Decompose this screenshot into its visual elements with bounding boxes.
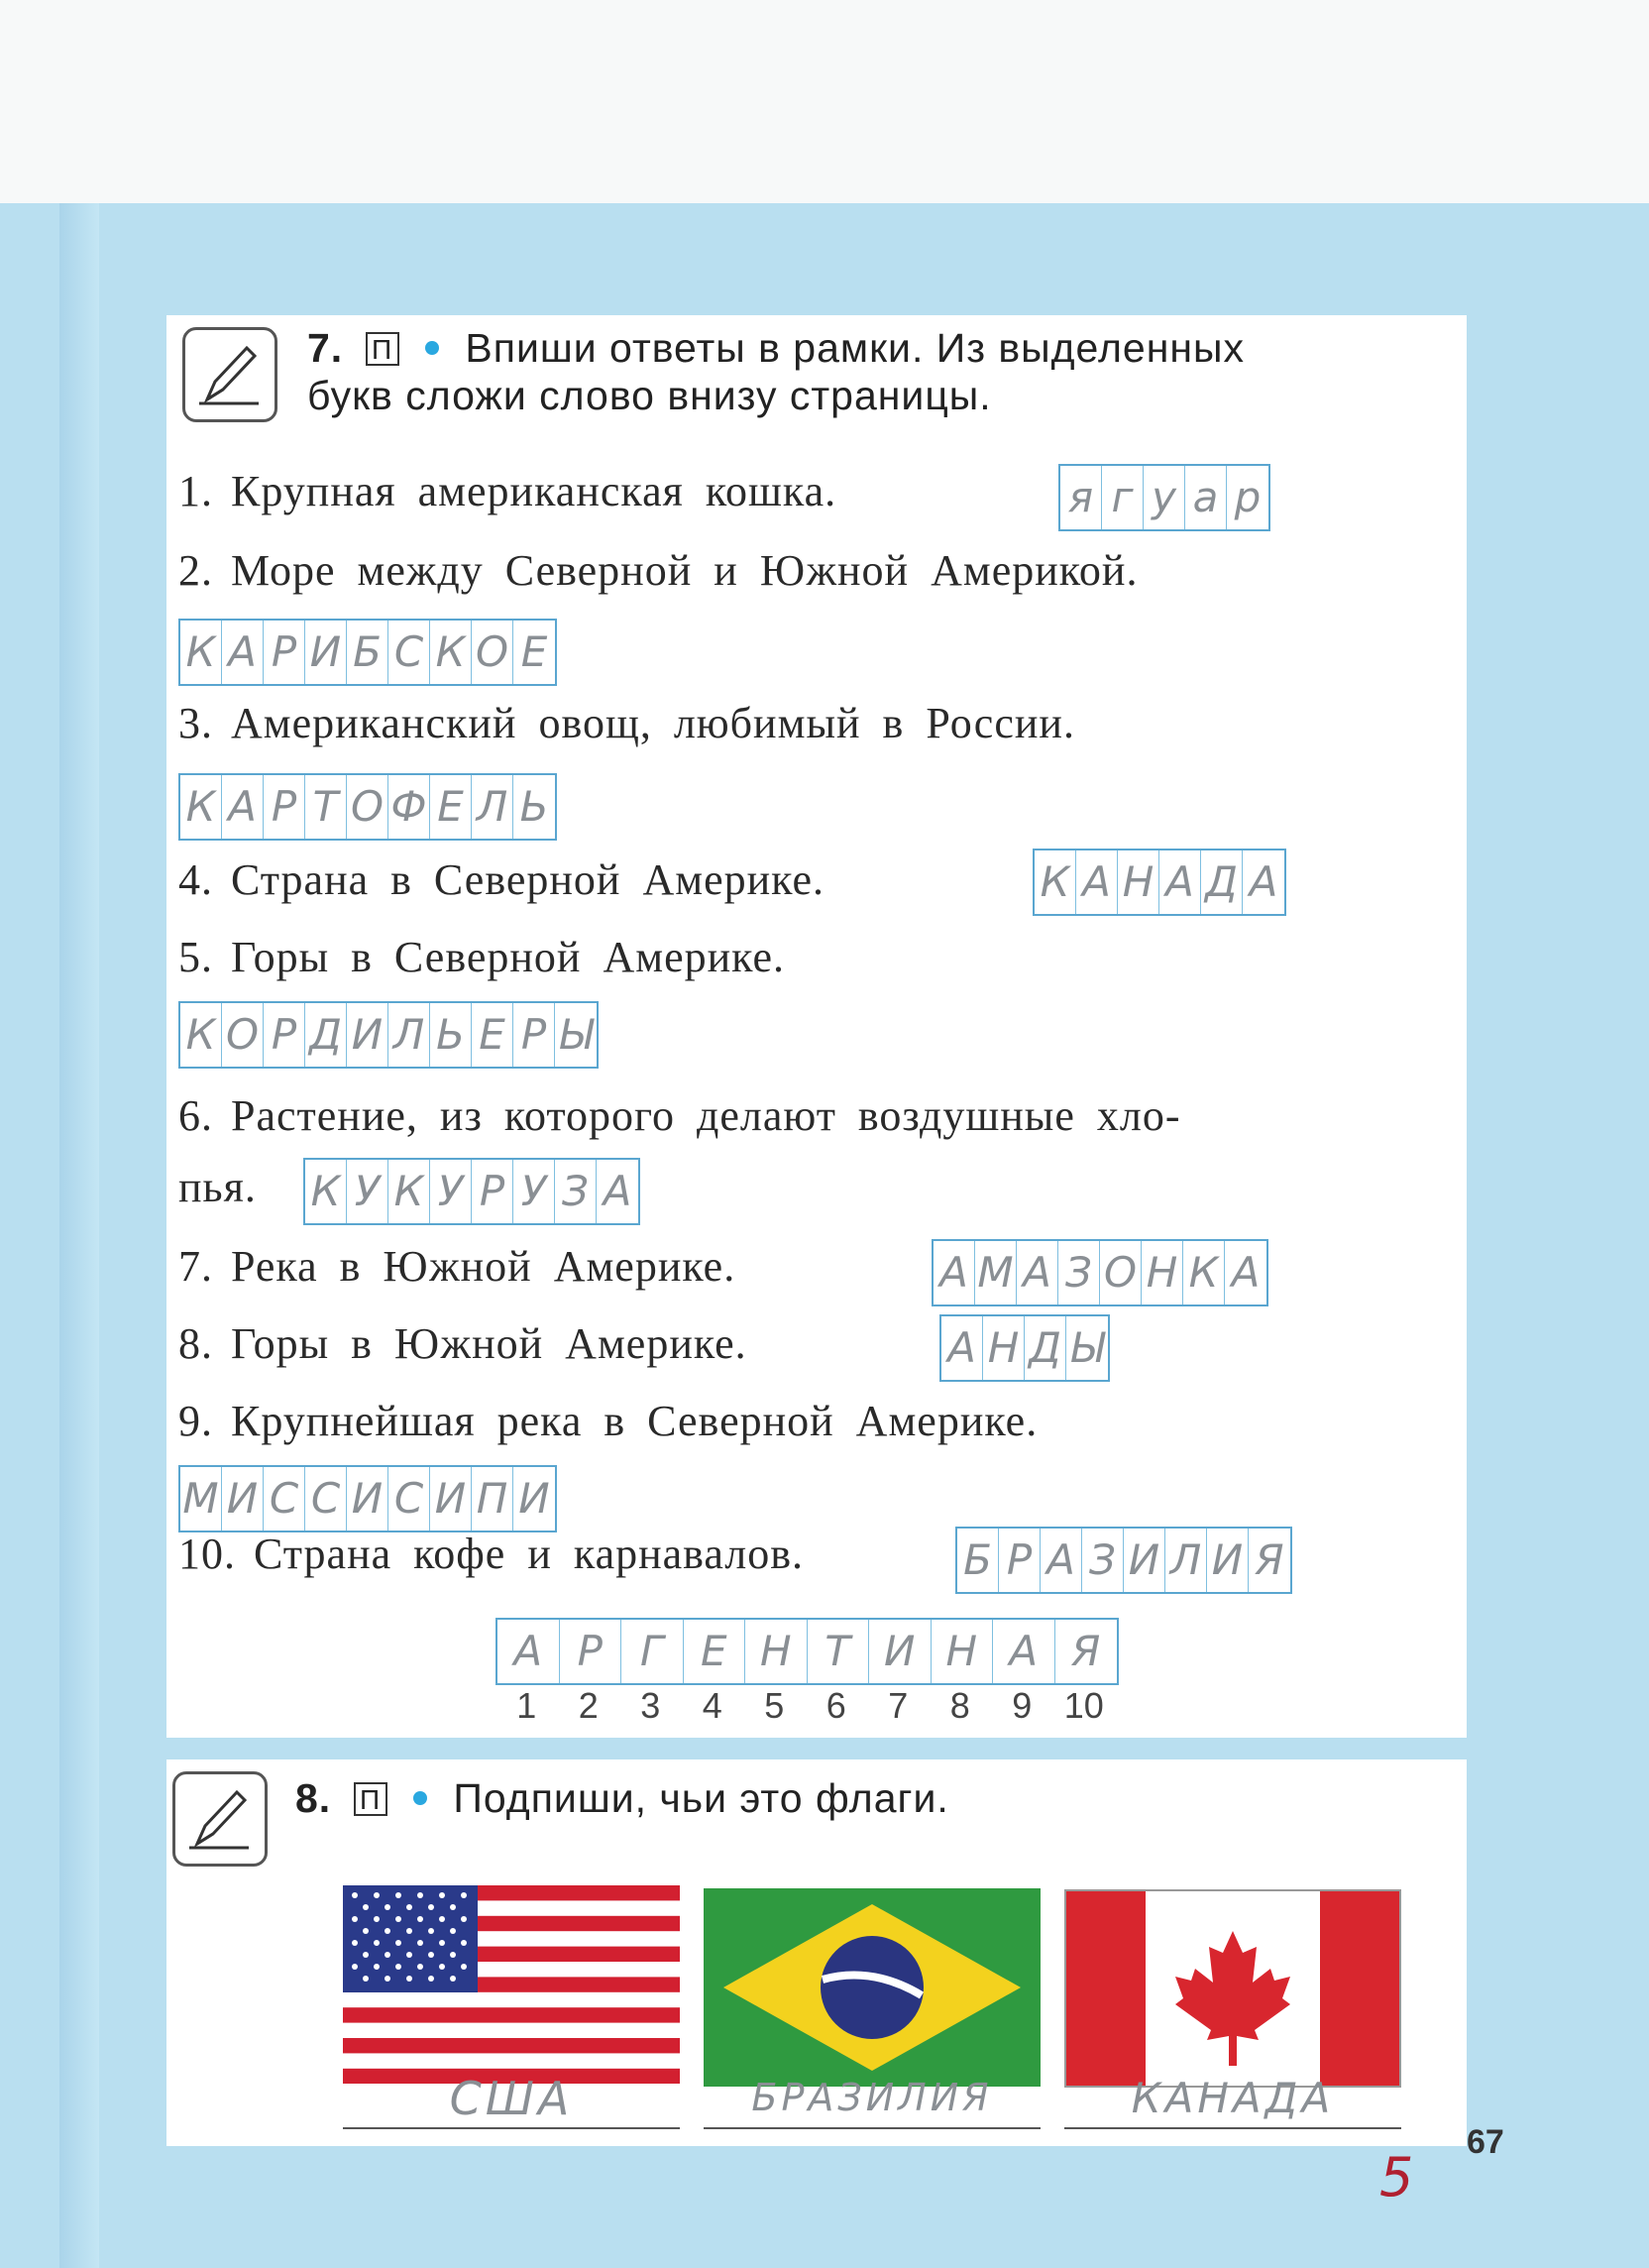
usa-answer[interactable]: США (449, 2072, 574, 2125)
task-8-heading (295, 1773, 949, 1823)
page-number: 67 (1467, 2123, 1504, 2161)
answer-cell[interactable]: К (1183, 1241, 1225, 1304)
canada-answer-line (1064, 2127, 1401, 2129)
answer-cell[interactable]: И (1124, 1529, 1165, 1592)
answer-cell[interactable]: К (180, 1003, 222, 1067)
usa-answer-line (343, 2127, 680, 2129)
canada-answer[interactable]: КАНАДА (1131, 2074, 1335, 2122)
question-text: Горы в Южной Америке. (231, 1319, 747, 1368)
canada-flag-icon (1064, 1889, 1401, 2088)
bullet-icon (413, 1791, 427, 1805)
answer-cell[interactable]: Л (1165, 1529, 1207, 1592)
brazil-answer[interactable]: БРАЗИЛИЯ (751, 2076, 993, 2119)
answer-cell[interactable]: Т (305, 775, 347, 839)
answer-cell[interactable]: К (388, 1160, 430, 1223)
answer-cell[interactable]: А (222, 775, 264, 839)
answer-cell[interactable]: М (180, 1467, 222, 1531)
question-3 (178, 698, 1075, 748)
answer-cell[interactable]: У (513, 1160, 555, 1223)
answer-cell[interactable]: а (1185, 466, 1227, 529)
answer-cell[interactable]: И (347, 1003, 388, 1067)
question-1 (178, 466, 836, 516)
final-word-number: 7 (888, 1685, 909, 1726)
answer-cell[interactable]: А (222, 621, 264, 684)
question-number: 8. (178, 1319, 213, 1368)
answer-cell[interactable]: С (388, 1467, 430, 1531)
answer-cell[interactable]: А (1231, 1248, 1261, 1297)
task-7-instruction-line1: Впиши ответы в рамки. Из выделенных (465, 325, 1245, 371)
answer-cell[interactable]: г (1102, 466, 1144, 529)
question-10 (178, 1529, 804, 1579)
answer-grid-1[interactable] (1058, 464, 1270, 531)
answer-cell[interactable]: Д (305, 1003, 347, 1067)
answer-cell[interactable]: И (305, 621, 347, 684)
answer-cell[interactable]: И (1207, 1529, 1249, 1592)
answer-cell[interactable]: И (222, 1467, 264, 1531)
question-number: 6. (178, 1091, 213, 1140)
answer-cell[interactable]: К (430, 621, 472, 684)
answer-cell[interactable]: О (1100, 1241, 1142, 1304)
final-word-number: 1 (516, 1685, 537, 1726)
answer-cell[interactable]: Е (430, 775, 472, 839)
answer-cell[interactable]: А (603, 1167, 632, 1215)
answer-cell[interactable]: Р (264, 1003, 305, 1067)
answer-cell[interactable]: И (518, 1474, 550, 1523)
answer-cell[interactable]: Н (983, 1316, 1025, 1380)
answer-grid-7[interactable] (932, 1239, 1268, 1306)
question-number: 1. (178, 467, 213, 515)
answer-cell[interactable]: А (1017, 1241, 1058, 1304)
answer-cell[interactable]: А (1249, 857, 1278, 906)
answer-cell[interactable]: К (305, 1160, 347, 1223)
answer-cell[interactable]: Л (472, 775, 513, 839)
final-word-cell[interactable]: И (869, 1620, 932, 1683)
question-text: Море между Северной и Южной Америкой. (231, 546, 1139, 595)
answer-cell[interactable]: у (1144, 466, 1185, 529)
final-word-cell[interactable]: Я (1071, 1627, 1101, 1675)
final-word-number: 4 (702, 1685, 722, 1726)
answer-cell[interactable]: У (430, 1160, 472, 1223)
answer-cell[interactable]: р (1234, 473, 1262, 521)
final-word-number: 9 (1012, 1685, 1033, 1726)
question-number: 9. (178, 1397, 213, 1445)
question-text: Горы в Северной Америке. (231, 933, 785, 981)
question-2 (178, 545, 1138, 596)
question-5 (178, 932, 785, 982)
final-word-cell[interactable]: Р (560, 1620, 622, 1683)
final-word-number: 2 (578, 1685, 599, 1726)
answer-cell[interactable]: Ь (519, 782, 549, 831)
grade-mark: 5 (1379, 2146, 1414, 2209)
task-8-number: 8. (295, 1775, 332, 1821)
answer-cell[interactable]: Б (347, 621, 388, 684)
task-8-instruction: Подпиши, чьи это флаги. (453, 1775, 949, 1821)
question-number: 4. (178, 855, 213, 904)
answer-cell[interactable]: Р (472, 1160, 513, 1223)
final-word-grid[interactable] (495, 1618, 1119, 1685)
task-8-marker: П (354, 1782, 387, 1816)
answer-cell[interactable]: П (472, 1467, 513, 1531)
final-word-number: 5 (764, 1685, 785, 1726)
question-text: Крупнейшая река в Северной Америке. (231, 1397, 1039, 1445)
question-text: Страна в Северной Америке. (231, 855, 824, 904)
answer-cell[interactable]: А (1041, 1529, 1082, 1592)
page-binding-shadow (59, 203, 99, 2268)
question-number: 5. (178, 933, 213, 981)
answer-cell[interactable]: С (264, 1467, 305, 1531)
answer-cell[interactable]: А (934, 1241, 975, 1304)
brazil-flag-icon (704, 1888, 1041, 2087)
answer-cell[interactable]: З (1082, 1529, 1124, 1592)
question-text: Крупная американская кошка. (231, 467, 837, 515)
answer-cell[interactable]: Н (1118, 850, 1159, 914)
answer-cell[interactable]: Л (388, 1003, 430, 1067)
answer-cell[interactable]: К (180, 775, 222, 839)
answer-cell[interactable]: О (347, 775, 388, 839)
answer-cell[interactable]: А (941, 1316, 983, 1380)
question-text: Страна кофе и карнавалов. (254, 1530, 805, 1578)
answer-cell[interactable]: Я (1255, 1535, 1284, 1584)
answer-cell[interactable]: Ь (430, 1003, 472, 1067)
answer-cell[interactable]: О (222, 1003, 264, 1067)
question-7 (178, 1241, 735, 1292)
final-word-number: 8 (949, 1685, 970, 1726)
answer-cell[interactable]: Р (999, 1529, 1041, 1592)
final-word-cell[interactable]: Н (745, 1620, 808, 1683)
answer-cell[interactable]: И (347, 1467, 388, 1531)
question-4 (178, 854, 824, 905)
answer-cell[interactable]: Р (264, 775, 305, 839)
question-number: 10. (178, 1530, 236, 1578)
answer-cell[interactable]: И (430, 1467, 472, 1531)
final-word-cell[interactable]: А (497, 1620, 560, 1683)
task-7-number: 7. (307, 325, 344, 371)
answer-cell[interactable]: я (1060, 466, 1102, 529)
answer-cell[interactable]: С (388, 621, 430, 684)
question-text: Река в Южной Америке. (231, 1242, 736, 1291)
pencil-icon (172, 1771, 268, 1867)
answer-grid-10[interactable] (955, 1527, 1292, 1594)
answer-cell[interactable]: К (1035, 850, 1076, 914)
answer-grid-8[interactable] (939, 1314, 1110, 1382)
usa-flag-icon (343, 1885, 680, 2084)
final-word-number: 6 (825, 1685, 846, 1726)
answer-cell[interactable]: Р (513, 1003, 555, 1067)
answer-cell[interactable]: Д (1201, 850, 1243, 914)
question-text-continued: пья. (178, 1163, 257, 1211)
answer-grid-4[interactable] (1033, 849, 1286, 916)
final-word-number: 3 (640, 1685, 661, 1726)
answer-cell[interactable]: Ы (1069, 1323, 1105, 1372)
bullet-icon (425, 341, 439, 355)
answer-cell[interactable]: Н (1142, 1241, 1183, 1304)
answer-cell[interactable]: Р (264, 621, 305, 684)
question-text: Американский овощ, любимый в России. (231, 699, 1075, 747)
question-number: 7. (178, 1242, 213, 1291)
question-text: Растение, из которого делают воздушные хло- (231, 1091, 1181, 1140)
final-word-numbers (495, 1685, 1115, 1727)
answer-cell[interactable]: Д (1025, 1316, 1066, 1380)
final-word-cell[interactable]: А (993, 1620, 1055, 1683)
question-9 (178, 1396, 1038, 1446)
answer-cell[interactable]: Е (472, 1003, 513, 1067)
task-7-instruction-line2: букв сложи слово внизу страницы. (307, 373, 992, 418)
answer-cell[interactable]: У (347, 1160, 388, 1223)
final-word-cell[interactable]: Т (808, 1620, 870, 1683)
answer-cell[interactable]: С (305, 1467, 347, 1531)
answer-cell[interactable]: З (555, 1160, 597, 1223)
question-6 (178, 1090, 1181, 1141)
final-word-number: 10 (1063, 1685, 1104, 1726)
answer-cell[interactable]: О (472, 621, 513, 684)
answer-grid-3[interactable] (178, 773, 557, 841)
answer-grid-9[interactable] (178, 1465, 557, 1532)
task-7-marker: П (366, 332, 399, 366)
question-number: 2. (178, 546, 213, 595)
answer-cell[interactable]: К (180, 621, 222, 684)
final-word-cell[interactable]: Н (932, 1620, 994, 1683)
task-7-heading (307, 323, 1245, 373)
answer-grid-5[interactable] (178, 1001, 599, 1069)
answer-cell[interactable]: Е (520, 627, 548, 676)
final-word-cell[interactable]: Е (684, 1620, 746, 1683)
answer-grid-6[interactable] (303, 1158, 640, 1225)
question-8 (178, 1318, 747, 1369)
answer-cell[interactable]: А (1159, 850, 1201, 914)
answer-grid-2[interactable] (178, 619, 557, 686)
answer-cell[interactable]: А (1076, 850, 1118, 914)
answer-cell[interactable]: Ы (558, 1010, 594, 1059)
answer-cell[interactable]: Б (957, 1529, 999, 1592)
answer-cell[interactable]: М (975, 1241, 1017, 1304)
question-number: 3. (178, 699, 213, 747)
answer-cell[interactable]: З (1058, 1241, 1100, 1304)
answer-cell[interactable]: Ф (388, 775, 430, 839)
final-word-cell[interactable]: Г (621, 1620, 684, 1683)
pencil-icon (182, 327, 277, 422)
brazil-answer-line (704, 2127, 1041, 2129)
